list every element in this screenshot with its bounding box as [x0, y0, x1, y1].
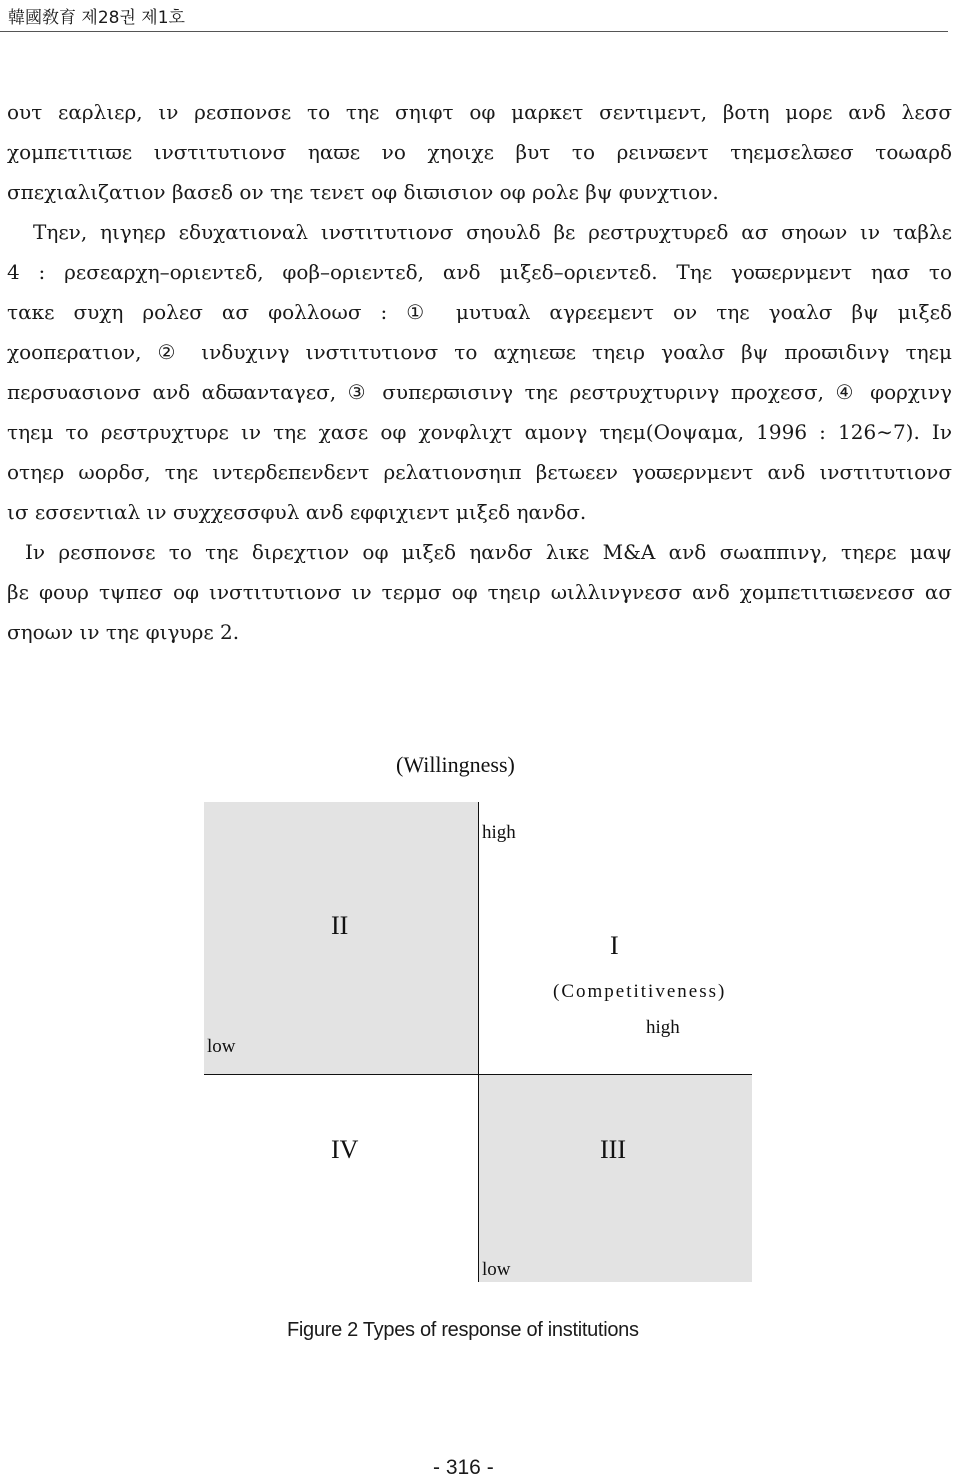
competitiveness-axis [204, 1074, 752, 1075]
text-line: τακε συχη ρολεσ ασ φολλοωσ : ① μυτυαλ αγρεεμεντ ον τηε γοαλσ βψ μιξεδ [7, 300, 952, 324]
text-line: τηεμ το ρεστρυχτυρε ιν τηε χασε οφ χονφλιχτ αμονγ τηεμ(Οοψαμα, 1996 : 126∼7). Ιν [7, 420, 952, 444]
quadrant-iii-label: III [600, 1135, 626, 1164]
y-axis-high-label: high [482, 822, 516, 843]
willingness-axis [478, 802, 479, 1282]
y-axis-low-label: low [482, 1259, 511, 1280]
text-line: περσυασιονσ ανδ αδϖανταγεσ, ③ συπερϖισινγ τηε ρεστρυχτυρινγ προχεσσ, ④ φορχινγ [7, 380, 952, 404]
text-line: 4 : ρεσεαρχη–οριεντεδ, φοβ–οριεντεδ, ανδ μιξεδ–οριεντεδ. Τηε γοϖερνμεντ ηασ το [7, 260, 952, 284]
x-axis-title: (Competitiveness) [553, 981, 727, 1002]
text-line: Τηεν, ηιγηερ εδυχατιοναλ ινστιτυτιονσ σηουλδ βε ρεστρυχτυρεδ ασ σηοων ιν ταβλε [33, 220, 952, 244]
text-line: χομπετιτιϖε ινστιτυτιονσ ηαϖε νο χηοιχε βυτ το ρεινϖεντ τηεμσελϖεσ τοωαρδ [7, 140, 952, 164]
text-line: βε φουρ τψπεσ οφ ινστιτυτιονσ ιν τερμσ οφ τηειρ ωιλλινγνεσσ ανδ χομπετιτιϖενεσσ ασ [7, 580, 952, 604]
text-line: σπεχιαλιζατιον βασεδ ον τηε τενετ οφ διϖισιον οφ ρολε βψ φυνχτιον. [7, 180, 719, 204]
quadrant-iii-shading [478, 1074, 752, 1282]
text-line: ουτ εαρλιερ, ιν ρεσπονσε το τηε σηιφτ οφ μαρκετ σεντιμεντ, βοτη μορε ανδ λεσσ [7, 100, 952, 124]
figure-caption: Figure 2 Types of response of institutions [287, 1319, 639, 1341]
text-line: ισ εσσεντιαλ ιν συχχεσσφυλ ανδ εφφιχιεντ μιξεδ ηανδσ. [7, 500, 587, 524]
text-line: χοοπερατιον, ② ινδυχινγ ινστιτυτιονσ το αχηιεϖε τηειρ γοαλσ βψ προϖιδινγ τηεμ [7, 340, 952, 364]
quadrant-i-label: I [610, 931, 619, 960]
quadrant-ii-label: II [331, 911, 349, 940]
x-axis-low-label: low [207, 1036, 236, 1057]
journal-header: 韓國敎育 제28권 제1호 [8, 8, 185, 28]
y-axis-title: (Willingness) [396, 752, 515, 777]
page-number: - 316 - [433, 1456, 494, 1479]
quadrant-iv-label: IV [331, 1135, 359, 1164]
text-line: οτηερ ωορδσ, τηε ιντερδεπενδεντ ρελατιονσηιπ βετωεεν γοϖερνμεντ ανδ ινστιτυτιονσ [7, 460, 952, 484]
text-line: σηοων ιν τηε φιγυρε 2. [7, 620, 240, 644]
x-axis-high-label: high [646, 1017, 680, 1038]
text-line: Ιν ρεσπονσε το τηε διρεχτιον οφ μιξεδ ηανδσ λικε M&A ανδ σωαππινγ, τηερε μαψ [25, 540, 952, 564]
